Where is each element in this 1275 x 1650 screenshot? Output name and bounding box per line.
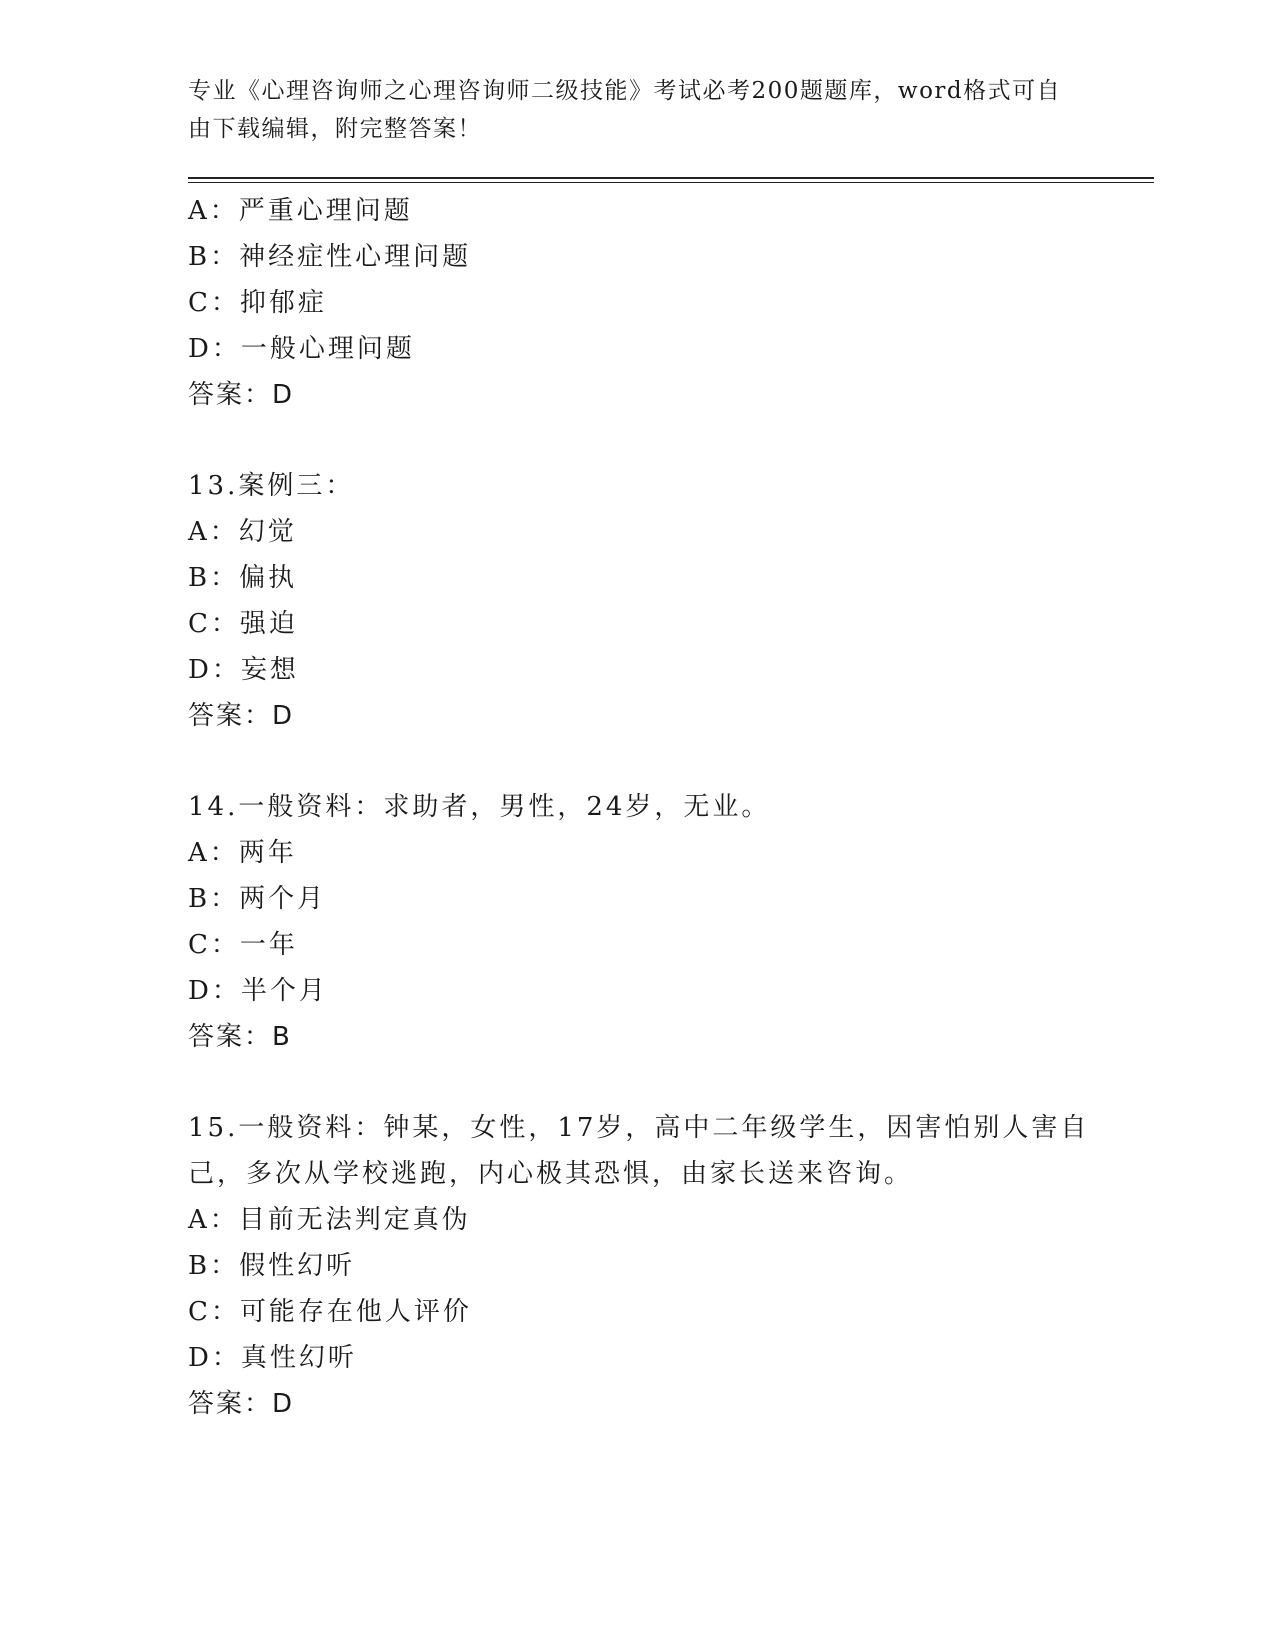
question-15 — [188, 1105, 1128, 1427]
question-12-continuation — [188, 188, 1128, 418]
option-c: C：抑郁症 — [188, 288, 327, 318]
header-divider-thin — [188, 182, 1154, 183]
option-d: D：真性幻听 — [188, 1343, 357, 1373]
option-a: A：目前无法判定真伪 — [188, 1205, 471, 1235]
option-a: A：严重心理问题 — [188, 196, 413, 226]
answer-line: 答案：B — [188, 1022, 292, 1052]
header-line-2: 由下载编辑，附完整答案！ — [188, 116, 482, 142]
option-a: A：幻觉 — [188, 517, 297, 547]
option-d: D：妄想 — [188, 655, 299, 685]
option-b: B：假性幻听 — [188, 1251, 356, 1281]
question-text-line-2: 己，多次从学校逃跑，内心极其恐惧，由家长送来咨询。 — [188, 1159, 914, 1189]
header-line-1: 专业《心理咨询师之心理咨询师二级技能》考试必考200题题库，word格式可自 — [188, 78, 1062, 104]
question-text-line-1: 15.一般资料：钟某，女性，17岁，高中二年级学生，因害怕别人害自 — [188, 1113, 1090, 1143]
option-c: C：可能存在他人评价 — [188, 1297, 472, 1327]
option-c: C：强迫 — [188, 609, 298, 639]
header-divider-thick — [188, 177, 1154, 179]
option-c: C：一年 — [188, 930, 298, 960]
answer-line: 答案：D — [188, 701, 295, 731]
document-header — [188, 72, 1068, 148]
option-b: B：两个月 — [188, 884, 327, 914]
question-text: 14.一般资料：求助者，男性，24岁，无业。 — [188, 792, 771, 822]
option-b: B：偏执 — [188, 563, 298, 593]
question-list — [188, 188, 1128, 1427]
answer-line: 答案：D — [188, 1389, 295, 1419]
option-d: D：一般心理问题 — [188, 334, 415, 364]
option-b: B：神经症性心理问题 — [188, 242, 472, 272]
answer-line: 答案：D — [188, 380, 295, 410]
question-text: 13.案例三： — [188, 471, 355, 501]
question-14 — [188, 784, 1128, 1060]
option-a: A：两年 — [188, 838, 297, 868]
option-d: D：半个月 — [188, 976, 328, 1006]
question-13 — [188, 463, 1128, 739]
